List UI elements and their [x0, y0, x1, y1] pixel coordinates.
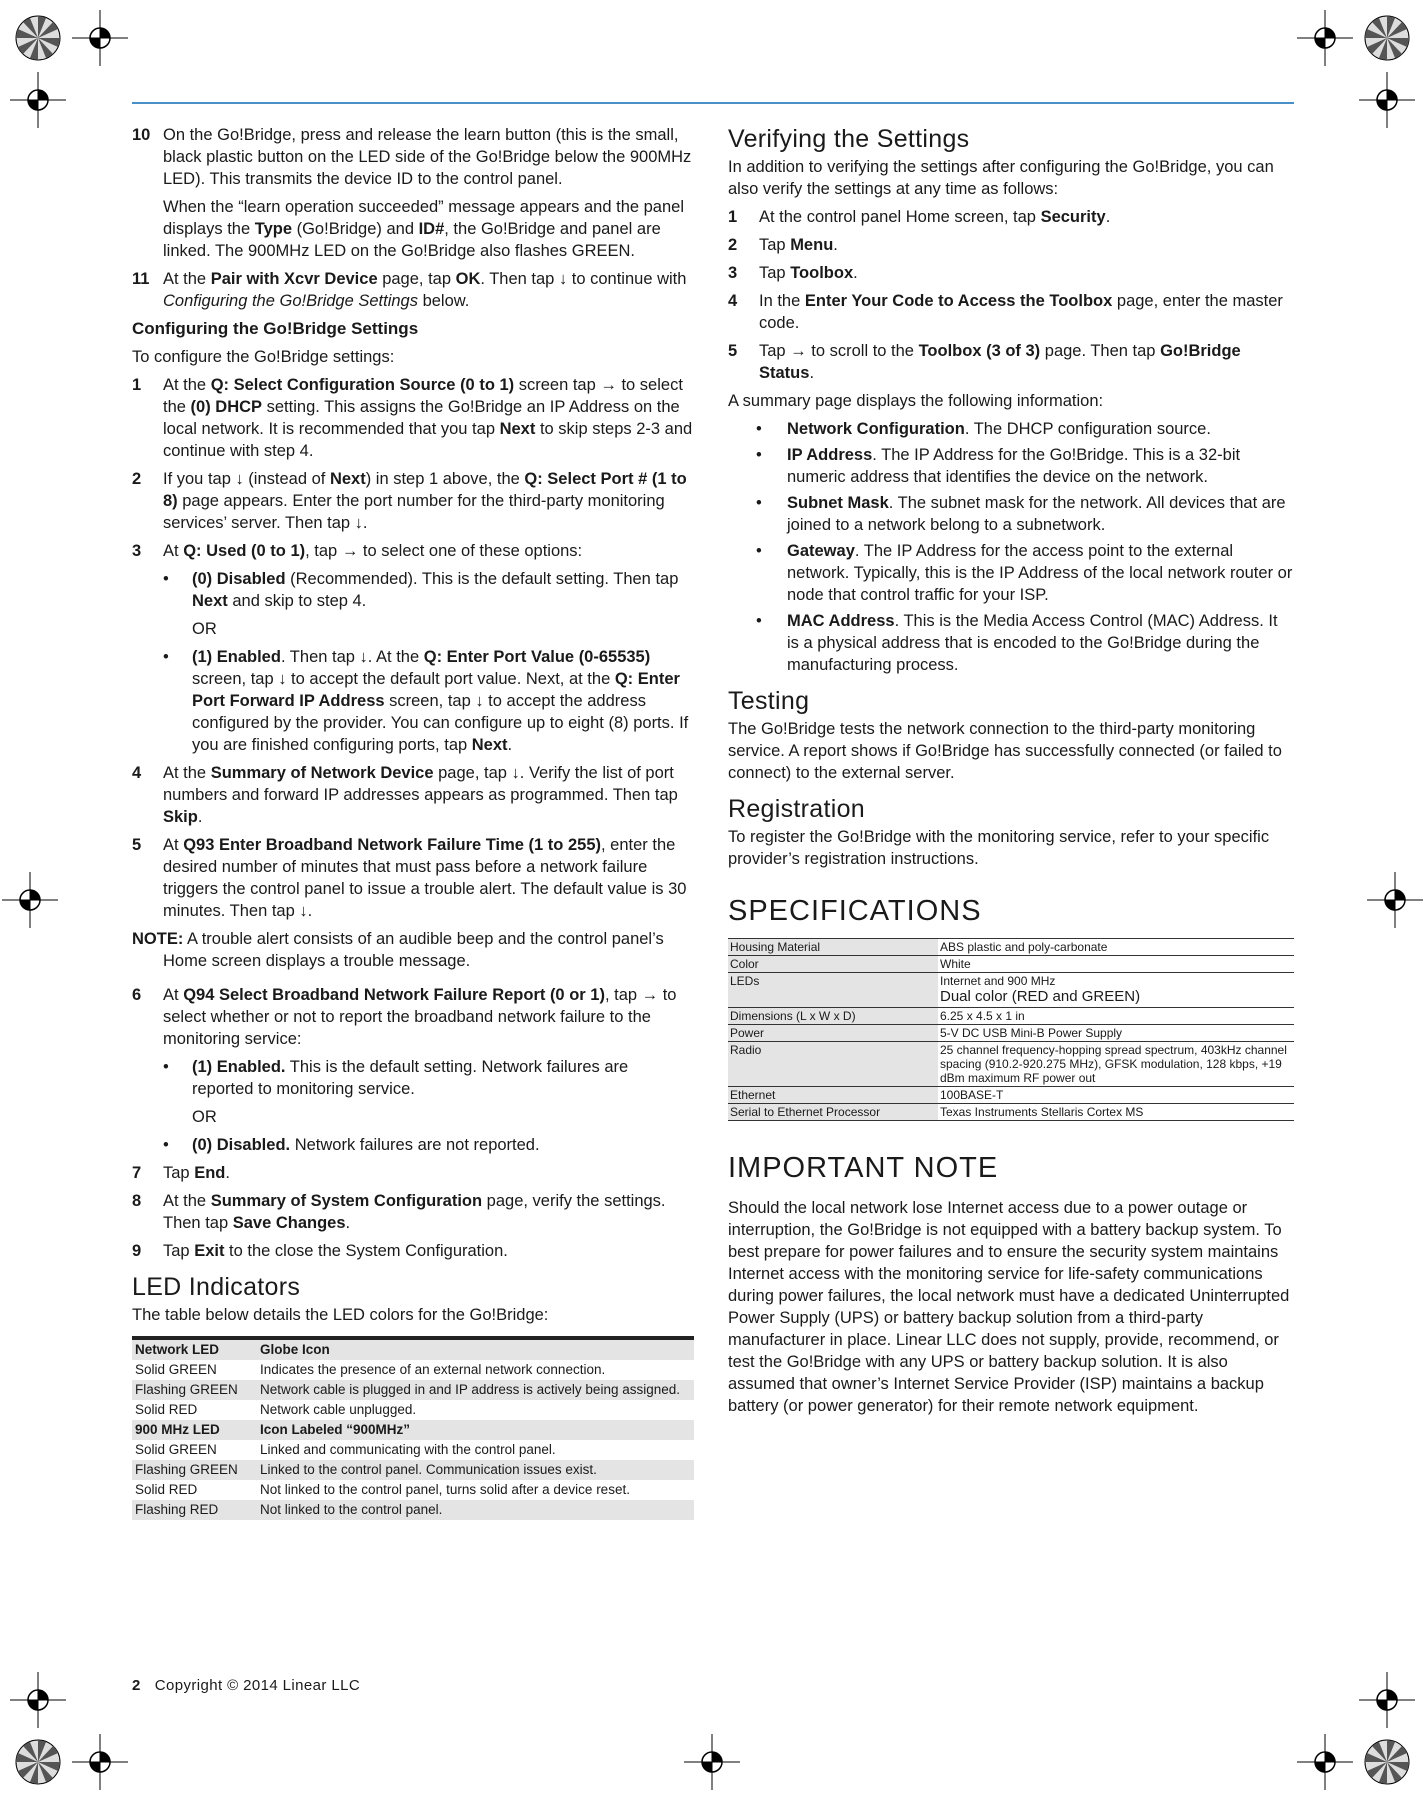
- led-name: Solid GREEN: [135, 1362, 217, 1377]
- step-number: 5: [132, 836, 142, 854]
- crop-mark-target-9: [72, 1734, 128, 1790]
- led-name: Network LED: [132, 1338, 257, 1360]
- verify-steps: [728, 206, 1294, 384]
- bullet-text: (1) Enabled. Then tap ↓. At the Q: Enter Port Value (0-65535) screen, tap ↓ to accept the default port value. Next, at the Q: Enter Port Forward IP Address screen, tap ↓ to accept the address configured by the provider. You can configure up to eight (8) ports. If you are finished configuring ports, tap Next.: [192, 648, 689, 754]
- bullet-dot: •: [163, 570, 169, 588]
- step-text: At the Q: Select Configuration Source (0 to 1) screen tap → to select the (0) DHCP setting. This assigns the Go!Bridge an IP Address on the local network. It is recommended that you tap Next to skip steps 2-3 and continue with step 4.: [163, 376, 693, 460]
- table-row: [132, 1500, 694, 1520]
- step-number: 6: [132, 986, 142, 1004]
- bullet-dot: •: [163, 648, 169, 666]
- led-description: Linked and communicating with the control panel.: [260, 1442, 556, 1457]
- crop-mark-target-8: [1359, 1672, 1415, 1728]
- step-item: [132, 1190, 694, 1234]
- spec-label: Radio: [728, 1042, 938, 1087]
- bullet-text: (1) Enabled. This is the default setting. Network failures are reported to monitoring service.: [192, 1058, 629, 1098]
- summary-bullets: [728, 418, 1294, 676]
- table-row: [132, 1460, 694, 1480]
- step-number: 1: [728, 208, 738, 226]
- spec-label: Serial to Ethernet Processor: [728, 1104, 938, 1121]
- led-description: Linked to the control panel. Communication issues exist.: [257, 1460, 694, 1480]
- step-text: Tap Menu.: [759, 236, 838, 254]
- crop-mark-star-tr: [1365, 16, 1409, 60]
- note-text: A trouble alert consists of an audible beep and the control panel’s Home screen displays a trouble message.: [163, 930, 664, 970]
- or-label: OR: [192, 620, 217, 638]
- registration-text: To register the Go!Bridge with the monitoring service, refer to your specific provider’s registration instructions.: [728, 828, 1270, 868]
- summary-item: [728, 610, 1294, 676]
- step-number: 11: [132, 270, 150, 288]
- step-item: [728, 262, 1294, 284]
- option-bullet: [163, 646, 694, 756]
- step-text: Tap End.: [163, 1164, 230, 1182]
- crop-mark-target-3: [1297, 10, 1353, 66]
- bullet-text: (0) Disabled (Recommended). This is the default setting. Then tap Next and skip to step 4.: [192, 570, 679, 610]
- spec-value-line: White: [940, 957, 971, 971]
- summary-intro: A summary page displays the following information:: [728, 392, 1104, 410]
- step-item: [132, 984, 694, 1156]
- step-text: At Q93 Enter Broadband Network Failure Time (1 to 255), enter the desired number of minutes that must pass before a network failure triggers the control panel to issue a trouble alert. The default value is 30 minutes. Then tap ↓.: [163, 836, 687, 920]
- crop-mark-target-1: [72, 10, 128, 66]
- page-number: 2: [132, 1677, 141, 1694]
- step-text: At Q: Used (0 to 1), tap → to select one of these options:: [163, 542, 583, 560]
- table-row: [132, 1360, 694, 1380]
- led-name: Solid RED: [135, 1482, 198, 1497]
- step-text: At the Summary of Network Device page, tap ↓. Verify the list of port numbers and forward IP addresses appears as programmed. Then tap Skip.: [163, 764, 678, 826]
- spec-value-line: 100BASE-T: [940, 1088, 1004, 1102]
- step-item: [132, 374, 694, 462]
- important-text: Should the local network lose Internet access due to a power outage or interruption, the Go!Bridge is not equipped with a battery backup system. To best prepare for power failures and to ensure the security system maintains Internet access with the monitoring service for life-safety communications during power failures, the local network must have a dedicated Uninterrupted Power Supply (UPS) or battery backup solution from a third-party manufacturer in place. Linear LLC does not supply, provide, recommend, or test the Go!Bridge with any UPS or battery backup solution. It is also assumed that owner’s Internet Service Provider (ISP) maintains a backup battery (or power generator) for their remote network equipment.: [728, 1199, 1290, 1415]
- table-row: [132, 1440, 694, 1460]
- step-number: 5: [728, 342, 738, 360]
- spec-label: Housing Material: [728, 939, 938, 956]
- table-row: [132, 1380, 694, 1400]
- spec-value-line: ABS plastic and poly-carbonate: [940, 940, 1108, 954]
- spec-label: LEDs: [728, 973, 938, 1008]
- step-number: 9: [132, 1242, 142, 1260]
- spec-value: [938, 1104, 1294, 1121]
- step-item: [132, 540, 694, 756]
- spec-label: Ethernet: [728, 1087, 938, 1104]
- step-text: In the Enter Your Code to Access the Toolbox page, enter the master code.: [759, 292, 1283, 332]
- right-column: [728, 124, 1294, 1423]
- crop-mark-target-11: [1297, 1734, 1353, 1790]
- copyright: Copyright © 2014 Linear LLC: [154, 1677, 361, 1694]
- page-footer: [132, 1675, 360, 1697]
- crop-mark-target-6: [1367, 872, 1423, 928]
- summary-text: MAC Address. This is the Media Access Control (MAC) Address. It is a physical address that is encoded to the Go!Bridge during the manufacturing process.: [787, 612, 1278, 674]
- summary-item: [728, 540, 1294, 606]
- step-number: 2: [728, 236, 738, 254]
- spec-value-line: Texas Instruments Stellaris Cortex MS: [940, 1105, 1144, 1119]
- spec-label: Color: [728, 956, 938, 973]
- bullet-dot: •: [756, 420, 762, 438]
- crop-mark-target-7: [10, 1672, 66, 1728]
- spec-value: [938, 956, 1294, 973]
- bullet-dot: •: [163, 1058, 169, 1076]
- testing-heading: Testing: [728, 687, 810, 715]
- step-number: 4: [728, 292, 738, 310]
- table-row: [728, 956, 1294, 973]
- config-steps: [132, 374, 694, 922]
- or-label: OR: [192, 1108, 217, 1126]
- bullet-dot: •: [756, 494, 762, 512]
- table-row: [132, 1420, 694, 1440]
- led-table: [132, 1336, 694, 1520]
- led-description: Not linked to the control panel, turns solid after a device reset.: [260, 1482, 630, 1497]
- summary-text: Subnet Mask. The subnet mask for the network. All devices that are joined to a network belong to a subnetwork.: [787, 494, 1286, 534]
- spec-heading: SPECIFICATIONS: [728, 895, 982, 927]
- crop-mark-star-br: [1365, 1740, 1409, 1784]
- testing-text: The Go!Bridge tests the network connection to the third-party monitoring service. A report shows if Go!Bridge has successfully connected (or failed to connect) to the external server.: [728, 720, 1282, 782]
- registration-heading: Registration: [728, 795, 865, 823]
- table-row: [728, 1025, 1294, 1042]
- table-row: [728, 1104, 1294, 1121]
- step-number: 8: [132, 1192, 142, 1210]
- note: [132, 928, 694, 972]
- spec-label: Power: [728, 1025, 938, 1042]
- bullet-dot: •: [756, 446, 762, 464]
- config-heading: Configuring the Go!Bridge Settings: [132, 319, 419, 338]
- step-item: [132, 1162, 694, 1184]
- bullet-dot: •: [756, 542, 762, 560]
- step-item: [728, 290, 1294, 334]
- spec-value: [938, 973, 1294, 1008]
- spec-value: [938, 1087, 1294, 1104]
- summary-text: IP Address. The IP Address for the Go!Bridge. This is a 32-bit numeric address that identifies the device on the network.: [787, 446, 1241, 486]
- step-text: At the control panel Home screen, tap Security.: [759, 208, 1111, 226]
- spec-value-line: 6.25 x 4.5 x 1 in: [940, 1009, 1025, 1023]
- bullet-dot: •: [756, 612, 762, 630]
- step-item: [132, 268, 694, 312]
- summary-item: [728, 444, 1294, 488]
- crop-mark-star-bl: [16, 1740, 60, 1784]
- step-item: [132, 762, 694, 828]
- bullet-text: (0) Disabled. Network failures are not reported.: [192, 1136, 540, 1154]
- led-intro: The table below details the LED colors for the Go!Bridge:: [132, 1306, 549, 1324]
- led-name: 900 MHz LED: [132, 1420, 257, 1440]
- table-row: [132, 1338, 694, 1360]
- led-description: Globe Icon: [257, 1338, 694, 1360]
- spec-value-line: Internet and 900 MHz: [940, 974, 1056, 988]
- crop-mark-target-10: [684, 1734, 740, 1790]
- step-text: When the “learn operation succeeded” message appears and the panel displays the Type (Go!Bridge) and ID#, the Go!Bridge and panel are linked. The 900MHz LED on the Go!Bridge also flashes GREEN.: [163, 198, 685, 260]
- summary-text: Gateway. The IP Address for the access point to the external network. Typically, this is the IP Address of the local network router or node that control traffic for your ISP.: [787, 542, 1293, 604]
- led-name: Flashing RED: [132, 1500, 257, 1520]
- important-heading: IMPORTANT NOTE: [728, 1152, 999, 1184]
- header-rule: [132, 102, 1294, 104]
- option-bullet: [163, 1134, 694, 1156]
- step-text: Tap → to scroll to the Toolbox (3 of 3) page. Then tap Go!Bridge Status.: [759, 342, 1241, 382]
- spec-label: Dimensions (L x W x D): [728, 1008, 938, 1025]
- led-name: Solid GREEN: [135, 1442, 217, 1457]
- step-text: If you tap ↓ (instead of Next) in step 1 above, the Q: Select Port # (1 to 8) page appears. Enter the port number for the third-party monitoring services’ server. Then tap ↓.: [163, 470, 687, 532]
- step-text: At Q94 Select Broadband Network Failure Report (0 or 1), tap → to select whether or not to report the broadband network failure to the monitoring service:: [163, 986, 677, 1048]
- led-name: Flashing GREEN: [132, 1460, 257, 1480]
- table-row: [728, 1042, 1294, 1087]
- led-name: Solid RED: [135, 1402, 198, 1417]
- bullet-dot: •: [163, 1136, 169, 1154]
- config-intro: To configure the Go!Bridge settings:: [132, 348, 395, 366]
- step-text: At the Pair with Xcvr Device page, tap OK. Then tap ↓ to continue with Configuring the Go!Bridge Settings below.: [163, 270, 687, 310]
- step-item: [728, 206, 1294, 228]
- spec-value: [938, 1008, 1294, 1025]
- step-item: [132, 1240, 694, 1262]
- crop-mark-star-tl: [16, 16, 60, 60]
- option-list: [163, 1056, 694, 1156]
- summary-item: [728, 492, 1294, 536]
- spec-value: [938, 939, 1294, 956]
- table-row: [728, 1008, 1294, 1025]
- step-number: 10: [132, 126, 151, 144]
- led-description: Network cable unplugged.: [260, 1402, 417, 1417]
- led-description: Network cable is plugged in and IP address is actively being assigned.: [257, 1380, 694, 1400]
- step-text: On the Go!Bridge, press and release the learn button (this is the small, black plastic button on the LED side of the Go!Bridge below the 900MHz LED). This transmits the device ID to the control panel.: [163, 126, 692, 188]
- note-label: NOTE:: [132, 930, 184, 948]
- crop-mark-target-2: [10, 72, 66, 128]
- table-row: [728, 1087, 1294, 1104]
- summary-item: [728, 418, 1294, 440]
- table-row: [728, 939, 1294, 956]
- step-item: [132, 834, 694, 922]
- summary-text: Network Configuration. The DHCP configuration source.: [787, 420, 1211, 438]
- step-item: [728, 234, 1294, 256]
- step-text: Tap Exit to the close the System Configuration.: [163, 1242, 508, 1260]
- step-number: 2: [132, 470, 142, 488]
- step-text: At the Summary of System Configuration page, verify the settings. Then tap Save Changes.: [163, 1192, 666, 1232]
- step-number: 4: [132, 764, 142, 782]
- table-row: [132, 1400, 694, 1420]
- option-bullet: [163, 568, 694, 612]
- config-steps-continued: [132, 984, 694, 1262]
- led-description: Icon Labeled “900MHz”: [257, 1420, 694, 1440]
- step-item: [132, 468, 694, 534]
- spec-value-line: 25 channel frequency-hopping spread spectrum, 403kHz channel spacing (910.2-920.275 MHz), GFSK modulation, 128 kbps, +19 dBm maximum RF power out: [940, 1043, 1287, 1085]
- learn-steps: [132, 124, 694, 312]
- crop-mark-target-5: [2, 872, 58, 928]
- left-column: [132, 124, 694, 1520]
- led-heading: LED Indicators: [132, 1273, 301, 1301]
- option-bullet: [163, 1056, 694, 1100]
- led-description: Not linked to the control panel.: [257, 1500, 694, 1520]
- table-row: [132, 1480, 694, 1500]
- spec-value-line: Dual color (RED and GREEN): [940, 988, 1141, 1005]
- step-text: Tap Toolbox.: [759, 264, 858, 282]
- step-number: 3: [728, 264, 738, 282]
- step-number: 3: [132, 542, 142, 560]
- verify-heading: Verifying the Settings: [728, 125, 970, 153]
- crop-mark-target-4: [1359, 72, 1415, 128]
- option-list: [163, 568, 694, 756]
- verify-intro: In addition to verifying the settings after configuring the Go!Bridge, you can also verify the settings at any time as follows:: [728, 158, 1274, 198]
- step-item: [728, 340, 1294, 384]
- step-number: 1: [132, 376, 142, 394]
- spec-value: [938, 1042, 1294, 1087]
- step-number: 7: [132, 1164, 142, 1182]
- step-item: [132, 124, 694, 262]
- spec-table: [728, 938, 1294, 1121]
- table-row: [728, 973, 1294, 1008]
- led-name: Flashing GREEN: [132, 1380, 257, 1400]
- led-description: Indicates the presence of an external network connection.: [260, 1362, 606, 1377]
- spec-value: [938, 1025, 1294, 1042]
- spec-value-line: 5-V DC USB Mini-B Power Supply: [940, 1026, 1123, 1040]
